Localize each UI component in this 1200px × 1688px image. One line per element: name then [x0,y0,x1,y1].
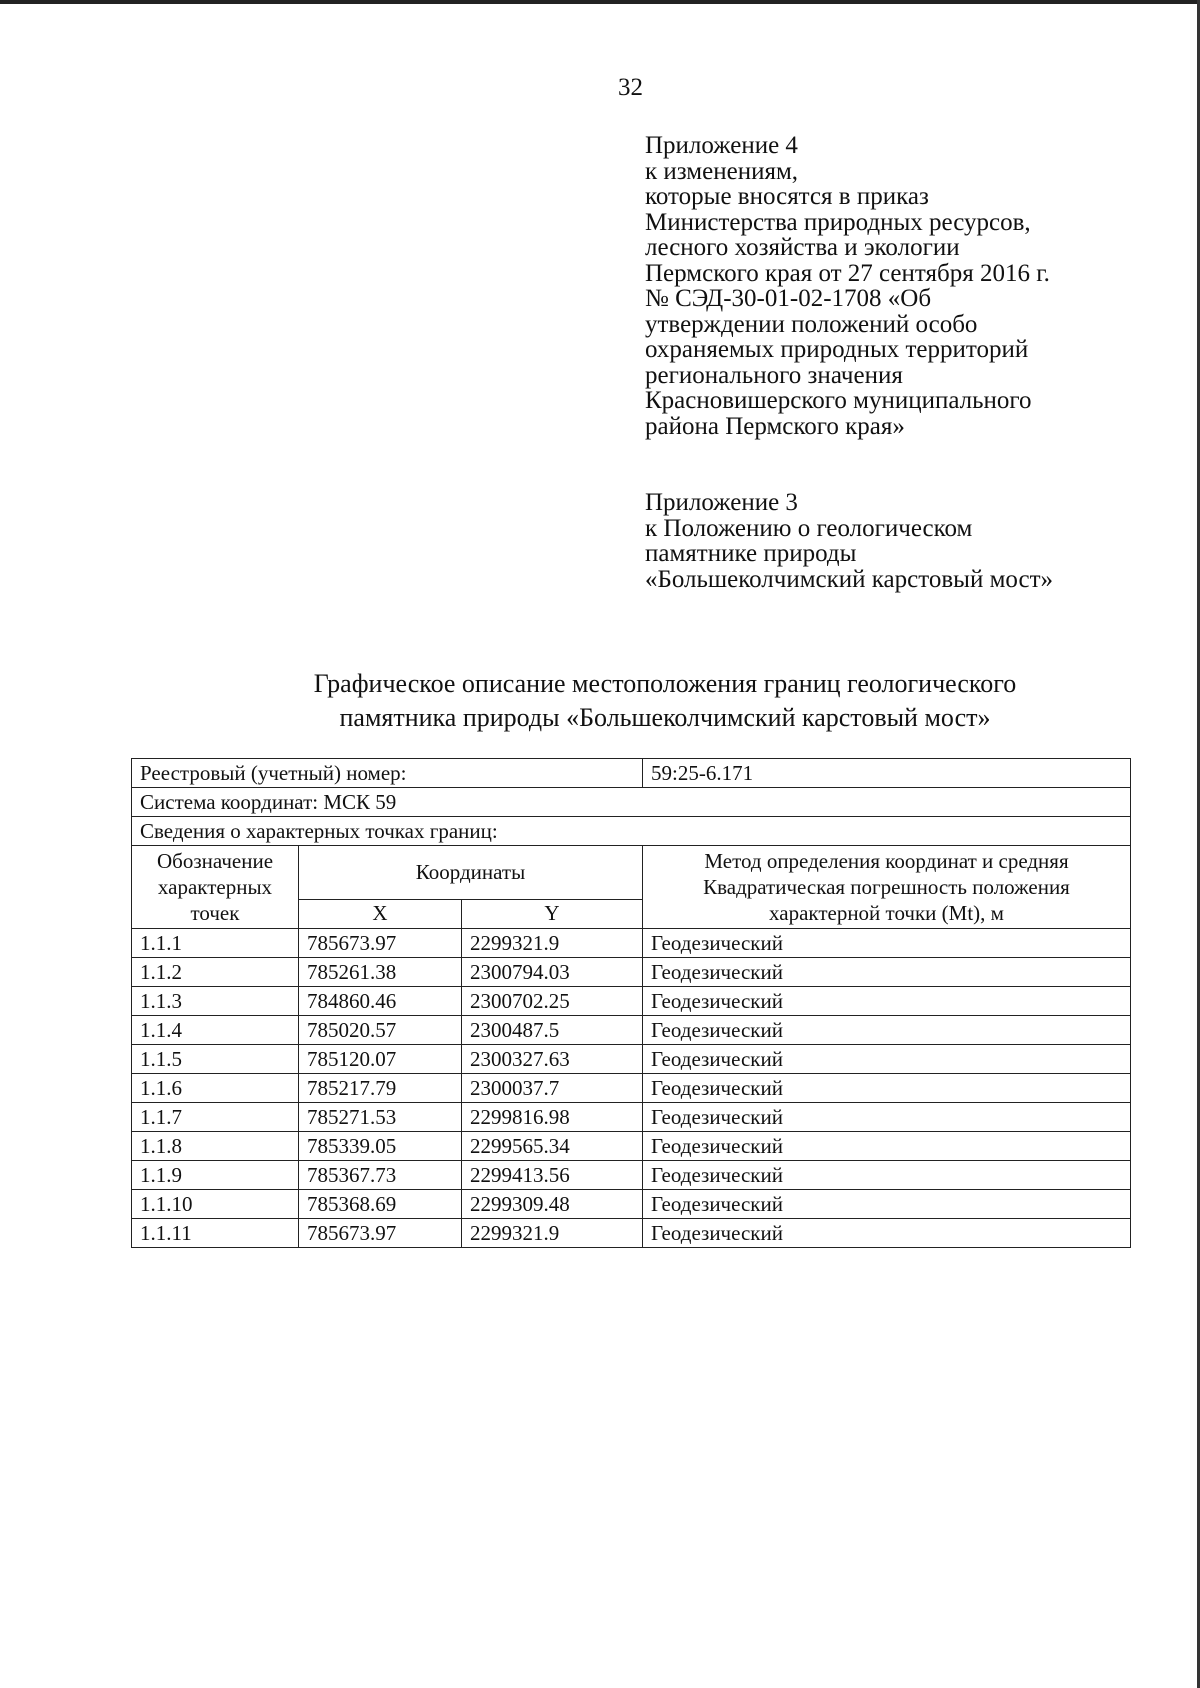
coord-x: 785673.97 [299,1219,462,1248]
coord-x: 784860.46 [299,987,462,1016]
annex-line: к изменениям, [645,157,799,185]
header-line: Обозначение [156,849,274,873]
annex-line: Приложение 3 [645,489,798,516]
registry-row [132,759,1131,788]
coord-y: 2299321.9 [462,1219,643,1248]
header-line: точек [190,901,240,925]
coord-system-row [132,788,1131,817]
method: Геодезический [643,1074,1131,1103]
method: Геодезический [643,1016,1131,1045]
annex-line: лесного хозяйства и экологии [645,234,960,261]
point-id: 1.1.11 [132,1219,299,1248]
point-id: 1.1.2 [132,958,299,987]
coord-y: 2300327.63 [462,1045,643,1074]
table-row [132,1190,1131,1219]
coordinates-table [131,758,1131,1248]
coord-y: 2299413.56 [462,1161,643,1190]
annex-line: охраняемых природных территорий [645,336,1029,363]
method: Геодезический [643,1045,1131,1074]
point-id: 1.1.8 [132,1132,299,1161]
annex-line: Министерства природных ресурсов, [645,208,1031,236]
title-line: Графическое описание местоположения границ геологического [313,669,1017,698]
annex-line: Красновишерского муниципального [645,387,1032,414]
method-header [643,846,1131,929]
annex-line: регионального значения [645,361,903,389]
point-id: 1.1.3 [132,987,299,1016]
annex-line: которые вносятся в приказ [645,183,929,210]
method: Геодезический [643,1132,1131,1161]
coord-x: 785271.53 [299,1103,462,1132]
header-line: Квадратическая погрешность положения [703,875,1070,899]
page-number: 32 [618,74,643,101]
header-line: характерных [157,875,273,899]
coord-system: Система координат: МСК 59 [132,788,1131,817]
coord-y: 2300037.7 [462,1074,643,1103]
x-header: X [299,899,462,928]
coord-y: 2299816.98 [462,1103,643,1132]
point-id: 1.1.7 [132,1103,299,1132]
point-id: 1.1.4 [132,1016,299,1045]
coord-y: 2299309.48 [462,1190,643,1219]
coord-y: 2300702.25 [462,987,643,1016]
table-row [132,1045,1131,1074]
point-id: 1.1.9 [132,1161,299,1190]
registry-value: 59:25-6.171 [643,759,1131,788]
table-row [132,1132,1131,1161]
page-edge [0,0,1200,4]
header-row [132,846,1131,900]
annex-line: № СЭД-30-01-02-1708 «Об [645,285,932,312]
registry-label: Реестровый (учетный) номер: [132,759,643,788]
annex-line: к Положению о геологическом [645,514,973,542]
table-row [132,1161,1131,1190]
table-row [132,929,1131,958]
method: Геодезический [643,987,1131,1016]
method: Геодезический [643,1161,1131,1190]
coord-y: 2300794.03 [462,958,643,987]
coordinates-header: Координаты [299,846,643,900]
header-line: Метод определения координат и средняя [704,849,1069,873]
table-row [132,1074,1131,1103]
table-row [132,1016,1131,1045]
table-row [132,987,1131,1016]
table-row [132,958,1131,987]
point-id: 1.1.5 [132,1045,299,1074]
annex-3-header [645,490,1053,592]
annex-4-header [645,133,1050,439]
coord-x: 785217.79 [299,1074,462,1103]
points-info-row [132,817,1131,846]
method: Геодезический [643,1219,1131,1248]
coord-x: 785261.38 [299,958,462,987]
method: Геодезический [643,1190,1131,1219]
annex-line: памятнике природы [645,540,857,567]
coord-x: 785339.05 [299,1132,462,1161]
points-info: Сведения о характерных точках границ: [132,817,1131,846]
coord-x: 785673.97 [299,929,462,958]
header-line: характерной точки (Mt), м [769,901,1004,925]
annex-line: утверждении положений особо [645,310,978,338]
annex-line: Пермского края от 27 сентября 2016 г. [645,259,1050,287]
coord-y: 2299565.34 [462,1132,643,1161]
coord-x: 785120.07 [299,1045,462,1074]
coord-x: 785368.69 [299,1190,462,1219]
annex-line: района Пермского края» [645,412,905,440]
annex-line: «Большеколчимский карстовый мост» [645,565,1054,593]
coord-x: 785367.73 [299,1161,462,1190]
method: Геодезический [643,1103,1131,1132]
method: Геодезический [643,958,1131,987]
point-id: 1.1.6 [132,1074,299,1103]
point-id: 1.1.10 [132,1190,299,1219]
document-title [200,667,1130,735]
table-row [132,1219,1131,1248]
coord-y: 2299321.9 [462,929,643,958]
table-row [132,1103,1131,1132]
coord-x: 785020.57 [299,1016,462,1045]
annex-line: Приложение 4 [645,132,798,159]
designation-header [132,846,299,929]
title-line: памятника природы «Большеколчимский карстовый мост» [339,703,991,732]
point-id: 1.1.1 [132,929,299,958]
method: Геодезический [643,929,1131,958]
y-header: Y [462,899,643,928]
coord-y: 2300487.5 [462,1016,643,1045]
